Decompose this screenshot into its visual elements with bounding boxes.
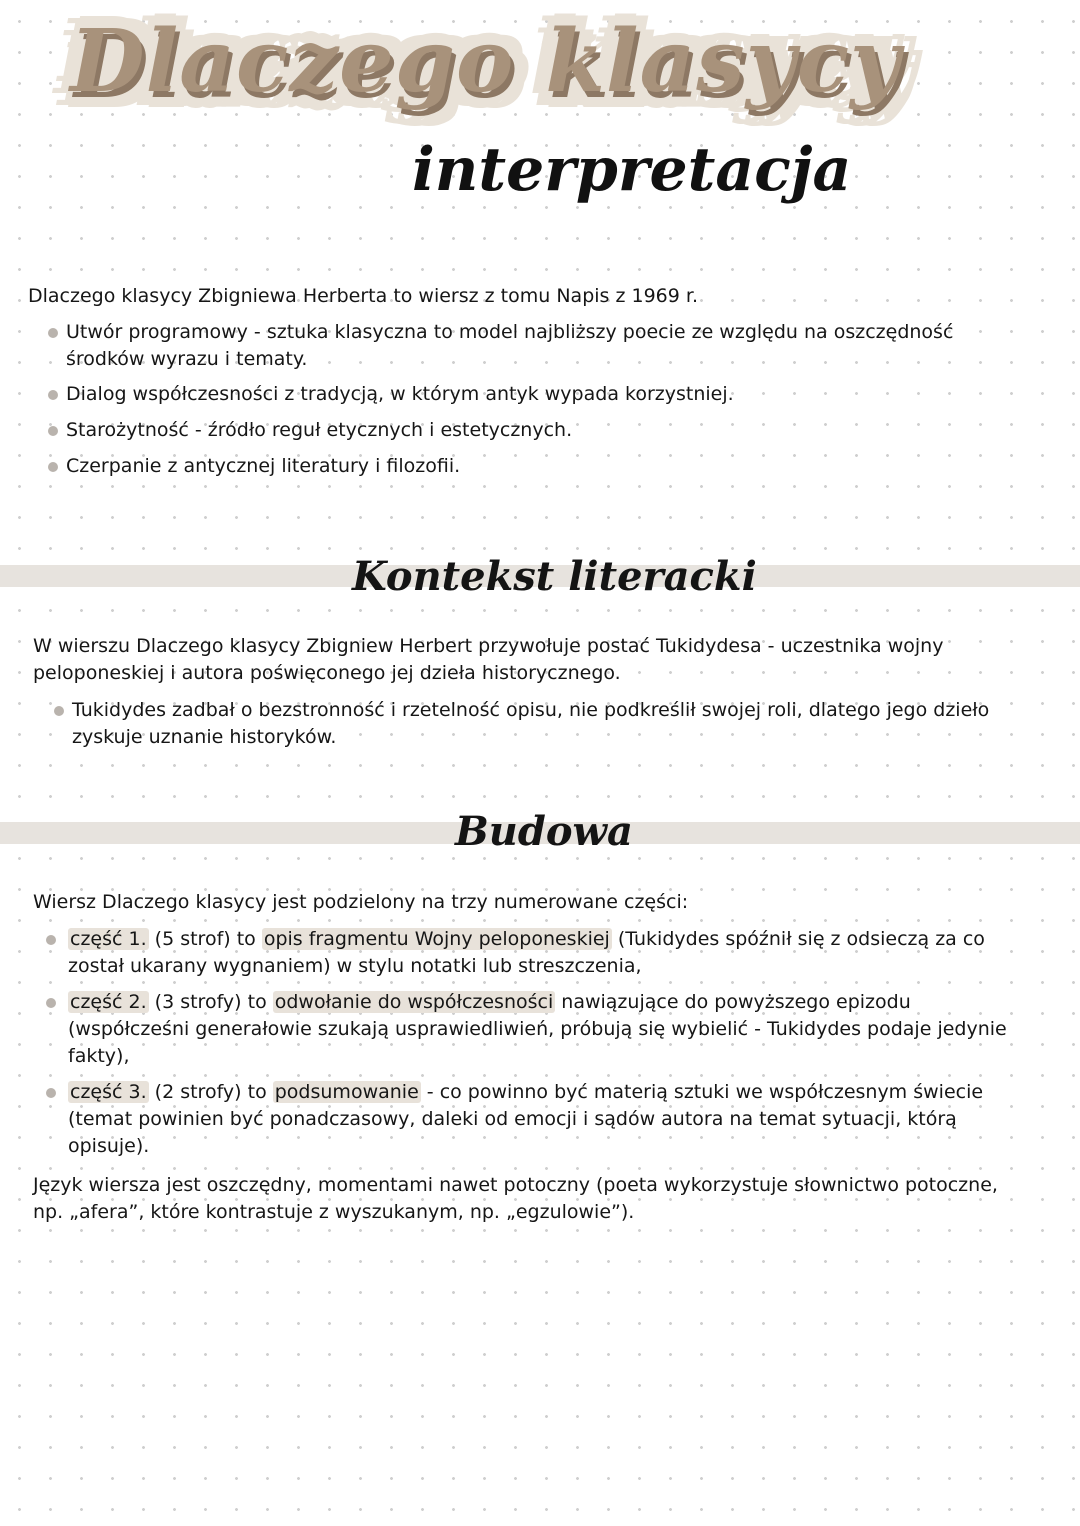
part-rest: - co powinno być materią sztuki we współczesnym świecie (temat powinien być ponadczasowy, daleki od emocji i sądów autora na temat sytuacji, którą opisuje). (68, 1081, 984, 1157)
part-label: część 3. (70, 1081, 147, 1103)
section-heading-budowa: Budowa (455, 808, 633, 855)
bullet-icon (48, 426, 58, 436)
list-item-text: Czerpanie z antycznej literatury i filozofii. (66, 455, 461, 477)
section-heading-kontekst: Kontekst literacki (352, 553, 757, 600)
list-item-text: Utwór programowy - sztuka klasyczna to model najbliższy poecie ze względu na oszczędność środków wyrazu i tematy. (66, 321, 954, 370)
list-item (46, 926, 1036, 980)
page-title: Dlaczego klasycy (70, 11, 902, 112)
page-subtitle: interpretacja (412, 135, 852, 205)
bullet-icon (46, 935, 56, 945)
bullet-icon (48, 390, 58, 400)
list-item-text: Tukidydes zadbał o bezstronność i rzetelność opisu, nie podkreślił swojej roli, dlatego jego dzieło zyskuje uznanie historyków. (72, 699, 990, 748)
list-item (48, 417, 1028, 444)
bullet-icon (46, 998, 56, 1008)
part-highlight: odwołanie do współczesności (274, 991, 554, 1013)
bullet-icon (54, 706, 64, 716)
list-item-text: Starożytność - źródło reguł etycznych i estetycznych. (66, 419, 573, 441)
list-item (46, 989, 1036, 1070)
budowa-intro: Wiersz Dlaczego klasycy jest podzielony na trzy numerowane części: (33, 891, 689, 913)
part-rest: (Tukidydes spóźnił się z odsieczą za co został ukarany wygnaniem) w stylu notatki lub streszczenia, (68, 928, 985, 977)
list-item-text: Dialog współczesności z tradycją, w którym antyk wypada korzystniej. (66, 383, 734, 405)
list-item (46, 1079, 1036, 1160)
part-label: część 2. (70, 991, 147, 1013)
kontekst-bullet-list (54, 697, 1044, 751)
kontekst-text: W wierszu Dlaczego klasycy Zbigniew Herbert przywołuje postać Tukidydesa - uczestnika wojny peloponeskiej i autora poświęconego jej dzieła historycznego. (33, 635, 944, 684)
part-highlight: podsumowanie (274, 1081, 419, 1103)
part-highlight: opis fragmentu Wojny peloponeskiej (263, 928, 610, 950)
bullet-icon (48, 462, 58, 472)
list-item (48, 453, 1028, 480)
bullet-icon (46, 1088, 56, 1098)
part-rest: nawiązujące do powyższego epizodu (współcześni generałowie szukają usprawiedliwień, próbują się wybielić - Tukidydes podaje jedynie fakty), (68, 991, 1007, 1067)
bullet-icon (48, 328, 58, 338)
list-item (54, 697, 1044, 751)
budowa-parts-list (46, 926, 1036, 1160)
list-item (48, 381, 1028, 408)
budowa-closing: Język wiersza jest oszczędny, momentami nawet potoczny (poeta wykorzystuje słownictwo potoczne, np. „afera”, które kontrastuje z wyszukanym, np. „egzulowie”). (33, 1174, 998, 1223)
part-pre: (2 strofy) to (148, 1081, 273, 1103)
part-pre: (5 strof) to (148, 928, 262, 950)
intro-bullet-list (48, 319, 1028, 480)
part-pre: (3 strofy) to (148, 991, 273, 1013)
list-item (48, 319, 1028, 373)
intro-text: Dlaczego klasycy Zbigniewa Herberta to wiersz z tomu Napis z 1969 r. (28, 285, 698, 307)
part-label: część 1. (70, 928, 147, 950)
